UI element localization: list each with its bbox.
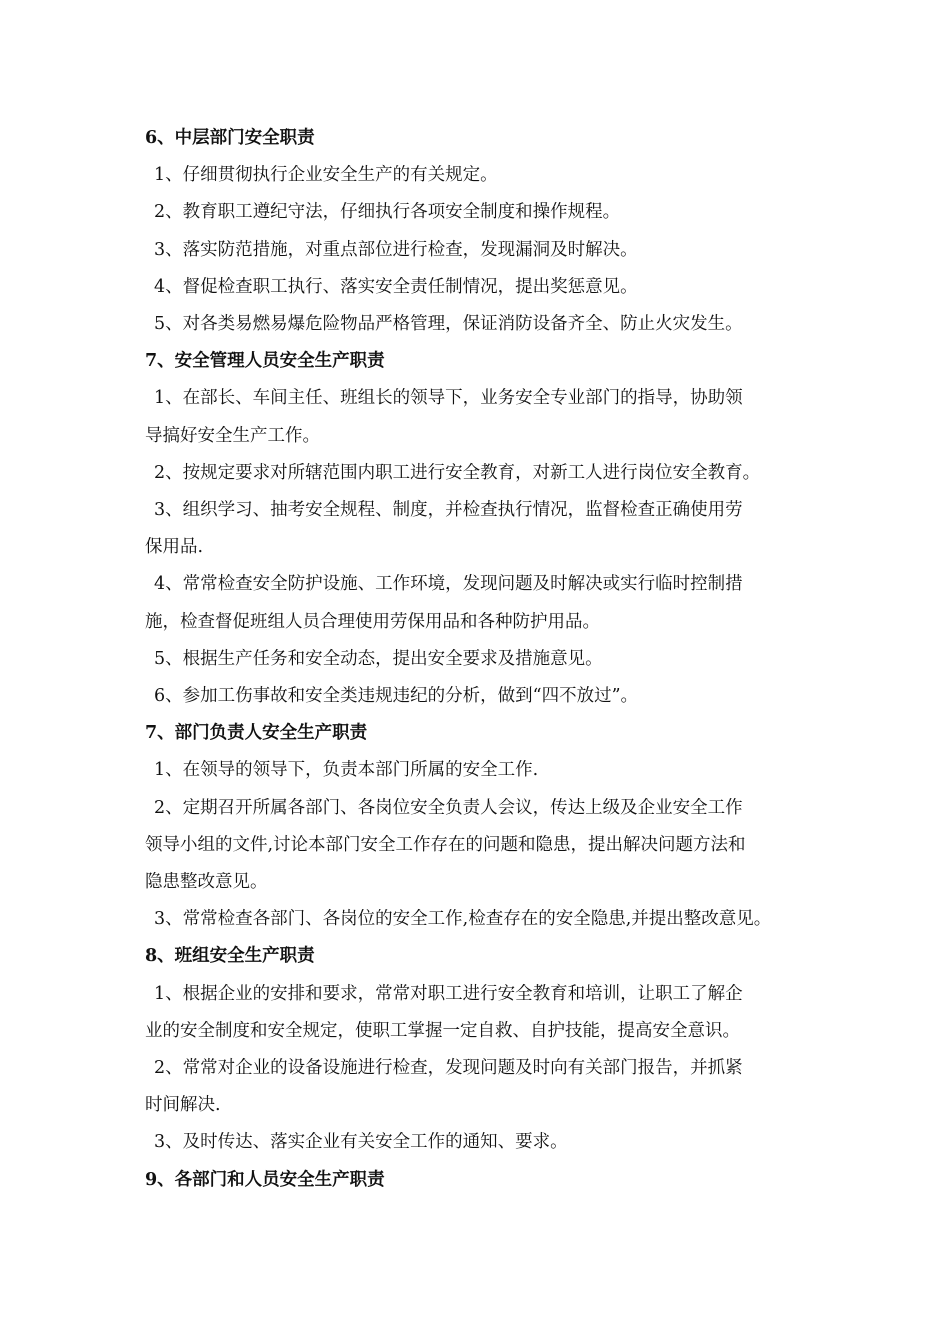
section-heading: 7、安全管理人员安全生产职责 [145,351,385,372]
section-heading: 7、部门负责人安全生产职责 [145,723,368,744]
item-line: 4、常常检查安全防护设施、工作环境，发现问题及时解决或实行临时控制措 [154,574,743,595]
section-heading: 8、班组安全生产职责 [145,946,315,967]
item-line: 1、在部长、车间主任、班组长的领导下，业务安全专业部门的指导，协助领 [154,388,743,409]
item-line: 2、定期召开所属各部门、各岗位安全负责人会议，传达上级及企业安全工作 [154,797,743,818]
list-item [145,194,825,231]
item-line: 1、根据企业的安排和要求，常常对职工进行安全教育和培训，让职工了解企 [154,983,743,1004]
item-line: 保用品. [145,537,204,558]
item-line: 3、常常检查各部门、各岗位的安全工作,检查存在的安全隐患,并提出整改意见。 [154,909,772,930]
list-item [145,492,825,566]
list-item [145,380,825,454]
item-line: 时间解决. [145,1095,221,1116]
list-item [145,790,825,902]
item-line: 4、督促检查职工执行、落实安全责任制情况，提出奖惩意见。 [154,276,638,297]
item-line: 2、教育职工遵纪守法，仔细执行各项安全制度和操作规程。 [154,202,621,223]
section-heading: 9、各部门和人员安全生产职责 [145,1169,385,1190]
list-item [145,678,825,715]
item-line: 施，检查督促班组人员合理使用劳保用品和各种防护用品。 [145,611,600,632]
item-line: 隐患整改意见。 [145,872,268,893]
list-item [145,157,825,194]
item-line: 导搞好安全生产工作。 [145,425,320,446]
item-line: 6、参加工伤事故和安全类违规违纪的分析，做到“四不放过”。 [154,686,639,707]
list-item [145,976,825,1050]
item-line: 1、在领导的领导下，负责本部门所属的安全工作. [154,760,539,781]
item-line: 2、按规定要求对所辖范围内职工进行安全教育，对新工人进行岗位安全教育。 [154,462,761,483]
list-item [145,455,825,492]
item-line: 2、常常对企业的设备设施进行检查，发现问题及时向有关部门报告，并抓紧 [154,1058,743,1079]
list-item [145,1050,825,1124]
item-line: 3、组织学习、抽考安全规程、制度，并检查执行情况，监督检查正确使用劳 [154,500,743,521]
item-line: 1、仔细贯彻执行企业安全生产的有关规定。 [154,165,498,186]
list-item [145,566,825,640]
item-line: 3、落实防范措施，对重点部位进行检查，发现漏洞及时解决。 [154,239,638,260]
item-line: 5、根据生产任务和安全动态，提出安全要求及措施意见。 [154,648,603,669]
item-line: 3、及时传达、落实企业有关安全工作的通知、要求。 [154,1132,568,1153]
list-item [145,232,825,269]
list-item [145,752,825,789]
list-item [145,901,825,938]
list-item [145,641,825,678]
item-line: 5、对各类易燃易爆危险物品严格管理，保证消防设备齐全、防止火灾发生。 [154,314,743,335]
document-body [145,120,825,1199]
item-line: 领导小组的文件,讨论本部门安全工作存在的问题和隐患，提出解决问题方法和 [145,834,746,855]
section-heading: 6、中层部门安全职责 [145,128,315,148]
list-item [145,306,825,343]
list-item [145,269,825,306]
list-item [145,1124,825,1161]
item-line: 业的安全制度和安全规定，使职工掌握一定自救、自护技能，提高安全意识。 [145,1020,740,1041]
